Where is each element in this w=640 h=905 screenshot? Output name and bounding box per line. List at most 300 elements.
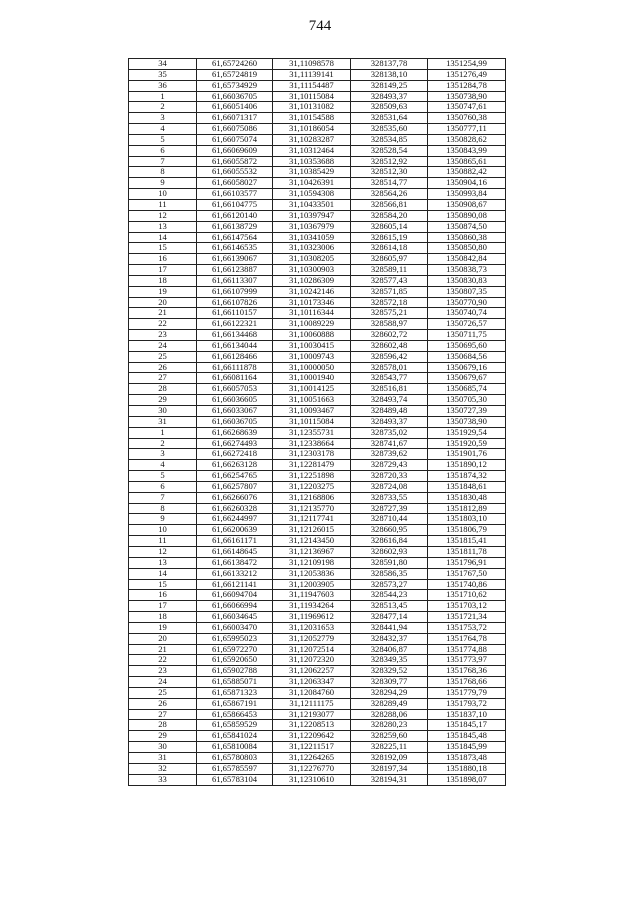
latitude-cell: 61,66110157 (197, 308, 273, 319)
x-coordinate-cell: 328739,62 (351, 449, 428, 460)
latitude-cell: 61,66104775 (197, 199, 273, 210)
longitude-cell: 31,12109198 (273, 557, 351, 568)
point-number-cell: 17 (129, 601, 197, 612)
x-coordinate-cell: 328309,77 (351, 677, 428, 688)
x-coordinate-cell: 328280,23 (351, 720, 428, 731)
table-row (129, 601, 506, 612)
table-row (129, 427, 506, 438)
table-row (129, 351, 506, 362)
latitude-cell: 61,65810084 (197, 742, 273, 753)
table-row (129, 525, 506, 536)
y-coordinate-cell: 1351898,07 (428, 774, 506, 785)
coordinates-table-body (129, 59, 506, 786)
x-coordinate-cell: 328406,87 (351, 644, 428, 655)
y-coordinate-cell: 1351815,41 (428, 536, 506, 547)
x-coordinate-cell: 328531,64 (351, 113, 428, 124)
x-coordinate-cell: 328513,45 (351, 601, 428, 612)
table-row (129, 731, 506, 742)
point-number-cell: 6 (129, 481, 197, 492)
latitude-cell: 61,66120140 (197, 210, 273, 221)
x-coordinate-cell: 328729,43 (351, 460, 428, 471)
latitude-cell: 61,66200639 (197, 525, 273, 536)
x-coordinate-cell: 328294,29 (351, 687, 428, 698)
x-coordinate-cell: 328741,67 (351, 438, 428, 449)
longitude-cell: 31,10093467 (273, 406, 351, 417)
latitude-cell: 61,66244997 (197, 514, 273, 525)
longitude-cell: 31,10300903 (273, 265, 351, 276)
y-coordinate-cell: 1351710,62 (428, 590, 506, 601)
y-coordinate-cell: 1350993,84 (428, 189, 506, 200)
point-number-cell: 18 (129, 275, 197, 286)
x-coordinate-cell: 328349,35 (351, 655, 428, 666)
x-coordinate-cell: 328535,60 (351, 124, 428, 135)
latitude-cell: 61,66066994 (197, 601, 273, 612)
y-coordinate-cell: 1350679,67 (428, 373, 506, 384)
longitude-cell: 31,12053836 (273, 568, 351, 579)
longitude-cell: 31,10014125 (273, 384, 351, 395)
x-coordinate-cell: 328516,81 (351, 384, 428, 395)
longitude-cell: 31,12211517 (273, 742, 351, 753)
y-coordinate-cell: 1350760,38 (428, 113, 506, 124)
point-number-cell: 26 (129, 698, 197, 709)
latitude-cell: 61,65780803 (197, 753, 273, 764)
table-row (129, 91, 506, 102)
point-number-cell: 22 (129, 655, 197, 666)
y-coordinate-cell: 1351830,48 (428, 492, 506, 503)
y-coordinate-cell: 1350908,67 (428, 199, 506, 210)
table-row (129, 481, 506, 492)
x-coordinate-cell: 328544,23 (351, 590, 428, 601)
longitude-cell: 31,10000050 (273, 362, 351, 373)
longitude-cell: 31,10385429 (273, 167, 351, 178)
latitude-cell: 61,66069609 (197, 145, 273, 156)
point-number-cell: 26 (129, 362, 197, 373)
table-row (129, 438, 506, 449)
table-row (129, 80, 506, 91)
y-coordinate-cell: 1351845,48 (428, 731, 506, 742)
longitude-cell: 31,12338664 (273, 438, 351, 449)
longitude-cell: 31,10173346 (273, 297, 351, 308)
point-number-cell: 20 (129, 297, 197, 308)
table-row (129, 677, 506, 688)
latitude-cell: 61,65867191 (197, 698, 273, 709)
y-coordinate-cell: 1350711,75 (428, 330, 506, 341)
latitude-cell: 61,66254765 (197, 471, 273, 482)
coordinates-table (128, 58, 506, 786)
latitude-cell: 61,66051406 (197, 102, 273, 113)
longitude-cell: 31,12303178 (273, 449, 351, 460)
longitude-cell: 31,10009743 (273, 351, 351, 362)
longitude-cell: 31,12072320 (273, 655, 351, 666)
page-number: 744 (308, 18, 332, 34)
longitude-cell: 31,10115084 (273, 416, 351, 427)
y-coordinate-cell: 1350705,30 (428, 395, 506, 406)
latitude-cell: 61,66055532 (197, 167, 273, 178)
point-number-cell: 11 (129, 199, 197, 210)
y-coordinate-cell: 1351796,91 (428, 557, 506, 568)
longitude-cell: 31,11154487 (273, 80, 351, 91)
y-coordinate-cell: 1350738,90 (428, 416, 506, 427)
longitude-cell: 31,10242146 (273, 286, 351, 297)
longitude-cell: 31,10323006 (273, 243, 351, 254)
longitude-cell: 31,10353688 (273, 156, 351, 167)
longitude-cell: 31,12111175 (273, 698, 351, 709)
latitude-cell: 61,66122321 (197, 319, 273, 330)
x-coordinate-cell: 328586,35 (351, 568, 428, 579)
longitude-cell: 31,12126015 (273, 525, 351, 536)
latitude-cell: 61,66111878 (197, 362, 273, 373)
table-row (129, 622, 506, 633)
x-coordinate-cell: 328575,21 (351, 308, 428, 319)
point-number-cell: 24 (129, 677, 197, 688)
y-coordinate-cell: 1350777,11 (428, 124, 506, 135)
point-number-cell: 32 (129, 763, 197, 774)
point-number-cell: 29 (129, 731, 197, 742)
longitude-cell: 31,12062257 (273, 666, 351, 677)
y-coordinate-cell: 1350726,57 (428, 319, 506, 330)
y-coordinate-cell: 1351764,78 (428, 633, 506, 644)
longitude-cell: 31,10001940 (273, 373, 351, 384)
x-coordinate-cell: 328194,31 (351, 774, 428, 785)
y-coordinate-cell: 1351901,76 (428, 449, 506, 460)
table-row (129, 265, 506, 276)
latitude-cell: 61,66058027 (197, 178, 273, 189)
latitude-cell: 61,66081164 (197, 373, 273, 384)
table-row (129, 134, 506, 145)
y-coordinate-cell: 1350865,61 (428, 156, 506, 167)
table-row (129, 774, 506, 785)
point-number-cell: 21 (129, 644, 197, 655)
y-coordinate-cell: 1351740,86 (428, 579, 506, 590)
table-row (129, 156, 506, 167)
x-coordinate-cell: 328710,44 (351, 514, 428, 525)
latitude-cell: 61,66121141 (197, 579, 273, 590)
y-coordinate-cell: 1351768,36 (428, 666, 506, 677)
table-row (129, 59, 506, 70)
point-number-cell: 14 (129, 568, 197, 579)
y-coordinate-cell: 1350904,16 (428, 178, 506, 189)
longitude-cell: 31,12072514 (273, 644, 351, 655)
latitude-cell: 61,66147564 (197, 232, 273, 243)
point-number-cell: 20 (129, 633, 197, 644)
table-row (129, 720, 506, 731)
y-coordinate-cell: 1351873,48 (428, 753, 506, 764)
point-number-cell: 7 (129, 156, 197, 167)
y-coordinate-cell: 1350695,60 (428, 340, 506, 351)
longitude-cell: 31,12063347 (273, 677, 351, 688)
y-coordinate-cell: 1350890,08 (428, 210, 506, 221)
y-coordinate-cell: 1350860,38 (428, 232, 506, 243)
latitude-cell: 61,66075086 (197, 124, 273, 135)
y-coordinate-cell: 1351767,50 (428, 568, 506, 579)
x-coordinate-cell: 328493,37 (351, 416, 428, 427)
latitude-cell: 61,66257807 (197, 481, 273, 492)
y-coordinate-cell: 1350882,42 (428, 167, 506, 178)
latitude-cell: 61,66103577 (197, 189, 273, 200)
point-number-cell: 15 (129, 579, 197, 590)
point-number-cell: 24 (129, 340, 197, 351)
table-row (129, 113, 506, 124)
table-row (129, 655, 506, 666)
latitude-cell: 61,65841024 (197, 731, 273, 742)
latitude-cell: 61,65885071 (197, 677, 273, 688)
latitude-cell: 61,66274493 (197, 438, 273, 449)
x-coordinate-cell: 328727,39 (351, 503, 428, 514)
longitude-cell: 31,10131082 (273, 102, 351, 113)
point-number-cell: 13 (129, 557, 197, 568)
longitude-cell: 31,12052779 (273, 633, 351, 644)
y-coordinate-cell: 1351254,99 (428, 59, 506, 70)
latitude-cell: 61,66266076 (197, 492, 273, 503)
point-number-cell: 12 (129, 546, 197, 557)
table-row (129, 449, 506, 460)
table-row (129, 362, 506, 373)
point-number-cell: 29 (129, 395, 197, 406)
x-coordinate-cell: 328605,97 (351, 254, 428, 265)
longitude-cell: 31,12168806 (273, 492, 351, 503)
x-coordinate-cell: 328602,93 (351, 546, 428, 557)
x-coordinate-cell: 328489,48 (351, 406, 428, 417)
longitude-cell: 31,12281479 (273, 460, 351, 471)
longitude-cell: 31,12193077 (273, 709, 351, 720)
longitude-cell: 31,12355731 (273, 427, 351, 438)
y-coordinate-cell: 1350770,90 (428, 297, 506, 308)
x-coordinate-cell: 328566,81 (351, 199, 428, 210)
point-number-cell: 14 (129, 232, 197, 243)
table-row (129, 254, 506, 265)
x-coordinate-cell: 328605,14 (351, 221, 428, 232)
latitude-cell: 61,65920650 (197, 655, 273, 666)
x-coordinate-cell: 328614,18 (351, 243, 428, 254)
point-number-cell: 5 (129, 471, 197, 482)
y-coordinate-cell: 1351793,72 (428, 698, 506, 709)
table-row (129, 384, 506, 395)
point-number-cell: 16 (129, 254, 197, 265)
latitude-cell: 61,66134044 (197, 340, 273, 351)
latitude-cell: 61,65724819 (197, 69, 273, 80)
x-coordinate-cell: 328477,14 (351, 612, 428, 623)
x-coordinate-cell: 328720,33 (351, 471, 428, 482)
point-number-cell: 19 (129, 622, 197, 633)
longitude-cell: 31,12117741 (273, 514, 351, 525)
point-number-cell: 4 (129, 124, 197, 135)
table-row (129, 232, 506, 243)
point-number-cell: 18 (129, 612, 197, 623)
latitude-cell: 61,66138472 (197, 557, 273, 568)
x-coordinate-cell: 328288,06 (351, 709, 428, 720)
longitude-cell: 31,10116344 (273, 308, 351, 319)
longitude-cell: 31,12276770 (273, 763, 351, 774)
longitude-cell: 31,10341059 (273, 232, 351, 243)
y-coordinate-cell: 1351803,10 (428, 514, 506, 525)
longitude-cell: 31,10286309 (273, 275, 351, 286)
longitude-cell: 31,12135770 (273, 503, 351, 514)
x-coordinate-cell: 328512,92 (351, 156, 428, 167)
x-coordinate-cell: 328616,84 (351, 536, 428, 547)
x-coordinate-cell: 328602,72 (351, 330, 428, 341)
latitude-cell: 61,66146535 (197, 243, 273, 254)
x-coordinate-cell: 328149,25 (351, 80, 428, 91)
point-number-cell: 8 (129, 503, 197, 514)
x-coordinate-cell: 328724,08 (351, 481, 428, 492)
x-coordinate-cell: 328660,95 (351, 525, 428, 536)
table-row (129, 612, 506, 623)
y-coordinate-cell: 1350807,35 (428, 286, 506, 297)
table-row (129, 297, 506, 308)
y-coordinate-cell: 1350685,74 (428, 384, 506, 395)
y-coordinate-cell: 1351753,72 (428, 622, 506, 633)
latitude-cell: 61,65902788 (197, 666, 273, 677)
x-coordinate-cell: 328572,18 (351, 297, 428, 308)
x-coordinate-cell: 328577,43 (351, 275, 428, 286)
x-coordinate-cell: 328588,97 (351, 319, 428, 330)
point-number-cell: 22 (129, 319, 197, 330)
x-coordinate-cell: 328514,77 (351, 178, 428, 189)
y-coordinate-cell: 1351845,99 (428, 742, 506, 753)
x-coordinate-cell: 328534,85 (351, 134, 428, 145)
longitude-cell: 31,10060888 (273, 330, 351, 341)
table-row (129, 644, 506, 655)
y-coordinate-cell: 1351779,79 (428, 687, 506, 698)
point-number-cell: 2 (129, 102, 197, 113)
table-row (129, 145, 506, 156)
point-number-cell: 9 (129, 514, 197, 525)
table-row (129, 69, 506, 80)
longitude-cell: 31,10397947 (273, 210, 351, 221)
longitude-cell: 31,10594308 (273, 189, 351, 200)
point-number-cell: 27 (129, 373, 197, 384)
x-coordinate-cell: 328596,42 (351, 351, 428, 362)
point-number-cell: 23 (129, 666, 197, 677)
latitude-cell: 61,66139067 (197, 254, 273, 265)
point-number-cell: 13 (129, 221, 197, 232)
y-coordinate-cell: 1351773,97 (428, 655, 506, 666)
latitude-cell: 61,65995023 (197, 633, 273, 644)
table-row (129, 698, 506, 709)
y-coordinate-cell: 1350747,61 (428, 102, 506, 113)
latitude-cell: 61,65972270 (197, 644, 273, 655)
latitude-cell: 61,66263128 (197, 460, 273, 471)
latitude-cell: 61,65724260 (197, 59, 273, 70)
x-coordinate-cell: 328578,01 (351, 362, 428, 373)
table-row (129, 275, 506, 286)
point-number-cell: 30 (129, 742, 197, 753)
latitude-cell: 61,66107826 (197, 297, 273, 308)
y-coordinate-cell: 1351276,49 (428, 69, 506, 80)
longitude-cell: 31,10154588 (273, 113, 351, 124)
longitude-cell: 31,10030415 (273, 340, 351, 351)
x-coordinate-cell: 328138,10 (351, 69, 428, 80)
latitude-cell: 61,66075074 (197, 134, 273, 145)
point-number-cell: 16 (129, 590, 197, 601)
latitude-cell: 61,65866453 (197, 709, 273, 720)
latitude-cell: 61,66148645 (197, 546, 273, 557)
x-coordinate-cell: 328543,77 (351, 373, 428, 384)
point-number-cell: 12 (129, 210, 197, 221)
longitude-cell: 31,12143450 (273, 536, 351, 547)
table-row (129, 286, 506, 297)
y-coordinate-cell: 1351880,18 (428, 763, 506, 774)
point-number-cell: 3 (129, 113, 197, 124)
latitude-cell: 61,66033067 (197, 406, 273, 417)
x-coordinate-cell: 328528,54 (351, 145, 428, 156)
table-row (129, 579, 506, 590)
point-number-cell: 11 (129, 536, 197, 547)
point-number-cell: 9 (129, 178, 197, 189)
y-coordinate-cell: 1350679,16 (428, 362, 506, 373)
x-coordinate-cell: 328512,30 (351, 167, 428, 178)
table-row (129, 536, 506, 547)
x-coordinate-cell: 328735,02 (351, 427, 428, 438)
latitude-cell: 61,65859529 (197, 720, 273, 731)
x-coordinate-cell: 328615,19 (351, 232, 428, 243)
table-row (129, 742, 506, 753)
x-coordinate-cell: 328137,78 (351, 59, 428, 70)
x-coordinate-cell: 328197,34 (351, 763, 428, 774)
table-row (129, 546, 506, 557)
table-row (129, 330, 506, 341)
point-number-cell: 17 (129, 265, 197, 276)
y-coordinate-cell: 1350874,50 (428, 221, 506, 232)
table-row (129, 514, 506, 525)
longitude-cell: 31,12264265 (273, 753, 351, 764)
y-coordinate-cell: 1350842,84 (428, 254, 506, 265)
table-row (129, 471, 506, 482)
y-coordinate-cell: 1351837,10 (428, 709, 506, 720)
latitude-cell: 61,66268639 (197, 427, 273, 438)
point-number-cell: 1 (129, 427, 197, 438)
longitude-cell: 31,10367979 (273, 221, 351, 232)
longitude-cell: 31,11969612 (273, 612, 351, 623)
point-number-cell: 25 (129, 687, 197, 698)
point-number-cell: 4 (129, 460, 197, 471)
table-row (129, 633, 506, 644)
latitude-cell: 61,66057053 (197, 384, 273, 395)
x-coordinate-cell: 328591,80 (351, 557, 428, 568)
point-number-cell: 5 (129, 134, 197, 145)
y-coordinate-cell: 1350727,39 (428, 406, 506, 417)
latitude-cell: 61,66036605 (197, 395, 273, 406)
table-row (129, 557, 506, 568)
point-number-cell: 33 (129, 774, 197, 785)
point-number-cell: 7 (129, 492, 197, 503)
x-coordinate-cell: 328564,26 (351, 189, 428, 200)
x-coordinate-cell: 328571,85 (351, 286, 428, 297)
x-coordinate-cell: 328602,48 (351, 340, 428, 351)
y-coordinate-cell: 1351890,12 (428, 460, 506, 471)
latitude-cell: 61,66003470 (197, 622, 273, 633)
latitude-cell: 61,66128466 (197, 351, 273, 362)
longitude-cell: 31,12084760 (273, 687, 351, 698)
table-row (129, 102, 506, 113)
longitude-cell: 31,12251898 (273, 471, 351, 482)
table-row (129, 167, 506, 178)
longitude-cell: 31,10283287 (273, 134, 351, 145)
point-number-cell: 10 (129, 525, 197, 536)
x-coordinate-cell: 328441,94 (351, 622, 428, 633)
x-coordinate-cell: 328493,37 (351, 91, 428, 102)
table-row (129, 590, 506, 601)
longitude-cell: 31,11947603 (273, 590, 351, 601)
table-row (129, 319, 506, 330)
latitude-cell: 61,66133212 (197, 568, 273, 579)
point-number-cell: 28 (129, 720, 197, 731)
table-row (129, 210, 506, 221)
latitude-cell: 61,66094704 (197, 590, 273, 601)
table-row (129, 492, 506, 503)
longitude-cell: 31,12208513 (273, 720, 351, 731)
latitude-cell: 61,65783104 (197, 774, 273, 785)
